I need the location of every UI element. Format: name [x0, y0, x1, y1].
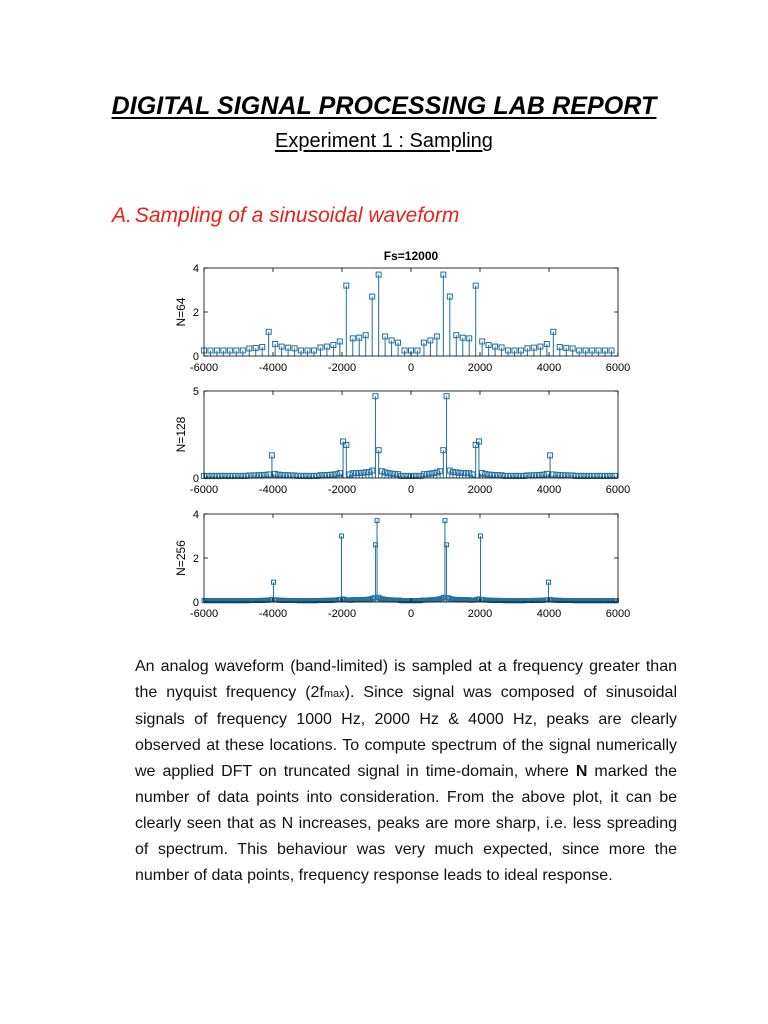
y-tick-label: 0 [192, 351, 199, 363]
x-tick-label: -6000 [189, 484, 219, 496]
y-axis-label: N=128 [174, 416, 188, 453]
x-tick-label: 4000 [536, 608, 562, 620]
x-tick-label: 0 [407, 362, 415, 374]
section-heading-text: Sampling of a sinusoidal waveform [134, 204, 460, 227]
chart-title: Fs=12000 [383, 249, 439, 263]
section-marker: A. [112, 204, 132, 227]
body-paragraph [135, 654, 677, 889]
x-tick-label: -4000 [258, 608, 288, 620]
y-tick-label: 4 [192, 263, 199, 275]
paragraph-text-1: An analog waveform (band-limited) is sampled at a frequency greater than the nyquist frequency (2f [135, 658, 677, 701]
x-tick-label: -2000 [327, 362, 357, 374]
y-axis-label: N=256 [174, 540, 188, 576]
x-tick-label: 6000 [605, 608, 631, 620]
paragraph-text-3: marked the number of data points into consideration. From the above plot, it can be clearly seen that as N increases, peaks are more sharp, i.e. less spreading of spectrum. This behaviour was very much expected, since more the number of data points, frequency response leads to ideal response. [135, 763, 677, 884]
paragraph-subscript: max [323, 688, 345, 700]
x-tick-label: 2000 [467, 362, 493, 374]
x-tick-label: 2000 [467, 484, 493, 496]
x-tick-label: -6000 [189, 608, 219, 620]
paragraph-text-2: ). Since signal was composed of sinusoidal signals of frequency 1000 Hz, 2000 Hz & 4000 Hz, peaks are clearly observed at these locations. To compute spectrum of the signal numerically we applied DFT on truncated signal in time-domain, where [135, 684, 678, 780]
y-tick-label: 2 [192, 307, 199, 319]
x-tick-label: -6000 [189, 362, 219, 374]
axes-box [204, 391, 618, 478]
x-tick-label: 4000 [536, 484, 562, 496]
x-tick-label: -4000 [258, 362, 288, 374]
report-title: DIGITAL SIGNAL PROCESSING LAB REPORT [111, 92, 657, 120]
x-tick-label: 0 [407, 608, 415, 620]
x-tick-label: -2000 [327, 608, 357, 620]
x-tick-label: 6000 [605, 362, 631, 374]
y-tick-label: 0 [192, 597, 199, 609]
axes-box [204, 514, 618, 602]
y-axis-label: N=64 [174, 297, 188, 327]
x-tick-label: -4000 [258, 484, 288, 496]
x-tick-label: 6000 [605, 484, 631, 496]
x-tick-label: 4000 [536, 362, 562, 374]
y-tick-label: 2 [192, 553, 199, 565]
x-tick-label: -2000 [327, 484, 357, 496]
paragraph-bold-n: N [575, 763, 588, 780]
axes-box [204, 268, 618, 356]
x-tick-label: 0 [407, 484, 415, 496]
y-tick-label: 5 [192, 386, 199, 398]
experiment-subtitle: Experiment 1 : Sampling [275, 130, 493, 152]
y-tick-label: 0 [192, 473, 199, 485]
y-tick-label: 4 [192, 509, 199, 521]
x-tick-label: 2000 [467, 608, 493, 620]
